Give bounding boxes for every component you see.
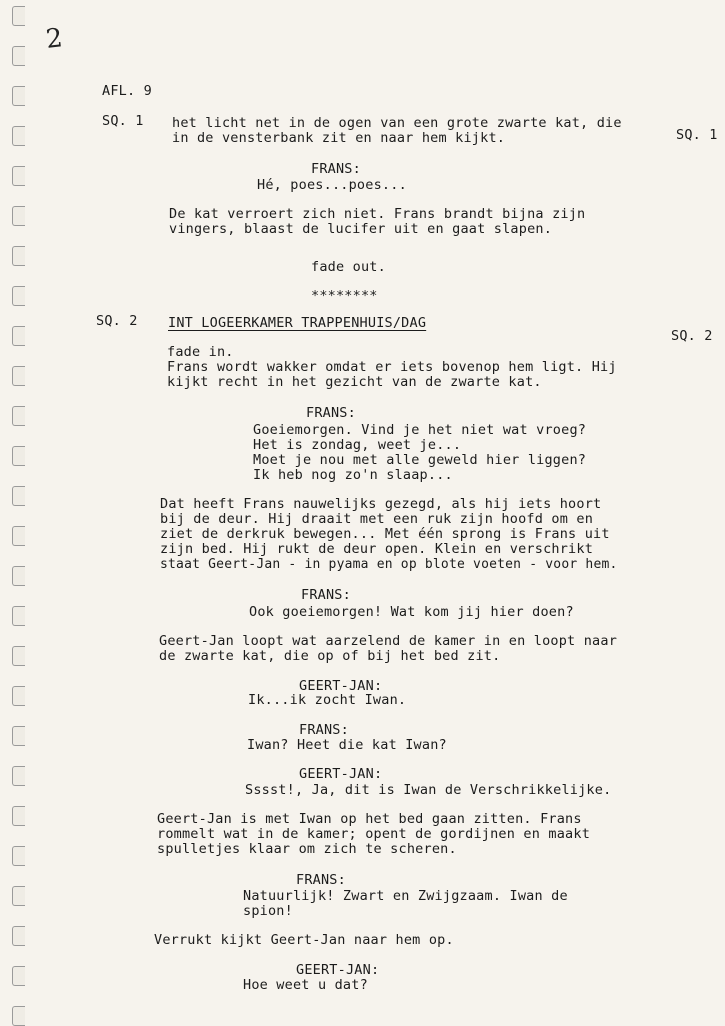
sq2-action2-line-5: staat Geert-Jan - in pyama en op blote voeten - voor hem.: [160, 557, 618, 572]
sq2-dialogue1-line-3: Moet je nou met alle geweld hier liggen?: [253, 452, 587, 468]
binding-hole: [12, 126, 25, 146]
binding-hole: [12, 766, 25, 786]
sq2-action2-line-4: zijn bed. Hij rukt de deur open. Klein en verschrikt: [160, 541, 594, 557]
sq2-action3-line-1: Geert-Jan loopt wat aarzelend de kamer in en loopt naar: [159, 633, 618, 649]
sq2-speaker-geert-jan-2: GEERT-JAN:: [299, 766, 383, 782]
sq2-dialogue1-line-1: Goeiemorgen. Vind je het niet wat vroeg?: [253, 422, 587, 438]
binding-hole: [12, 1006, 25, 1026]
binding-hole: [12, 806, 25, 826]
sq2-action1-line-2: kijkt recht in het gezicht van de zwarte kat.: [167, 374, 542, 390]
sq2-dialogue1-line-2: Het is zondag, weet je...: [253, 437, 462, 453]
sq2-dialogue-4: Iwan? Heet die kat Iwan?: [247, 737, 447, 753]
binding-hole: [12, 886, 25, 906]
binding-hole: [12, 566, 25, 586]
spiral-binding: [12, 0, 28, 1024]
sq1-left-label: SQ. 1: [102, 113, 144, 129]
binding-hole: [12, 446, 25, 466]
binding-hole: [12, 166, 25, 186]
sq2-dialogue-7: Hoe weet u dat?: [243, 977, 368, 993]
sq2-speaker-frans-2: FRANS:: [301, 587, 351, 603]
binding-hole: [12, 326, 25, 346]
sq2-dialogue6-line-1: Natuurlijk! Zwart en Zwijgzaam. Iwan de: [243, 888, 568, 904]
sq1-action2-line-2: vingers, blaast de lucifer uit en gaat slapen.: [169, 221, 553, 237]
sq2-dialogue-3: Ik...ik zocht Iwan.: [248, 692, 407, 708]
sq2-dialogue6-line-2: spion!: [243, 903, 293, 919]
sq2-action2-line-1: Dat heeft Frans nauwelijks gezegd, als hij iets hoort: [160, 496, 602, 512]
sq2-speaker-frans-1: FRANS:: [306, 405, 356, 421]
scene-divider: ********: [311, 288, 378, 304]
binding-hole: [12, 966, 25, 986]
binding-hole: [12, 86, 25, 106]
binding-hole: [12, 406, 25, 426]
sq2-fade-in: fade in.: [167, 344, 234, 360]
sq2-action3-line-2: de zwarte kat, die op of bij het bed zit.: [159, 648, 501, 664]
binding-hole: [12, 366, 25, 386]
sq2-speaker-frans-4: FRANS:: [296, 872, 346, 888]
binding-hole: [12, 926, 25, 946]
sq2-action4-line-3: spulletjes klaar om zich te scheren.: [157, 841, 457, 857]
sq1-action2-line-1: De kat verroert zich niet. Frans brandt bijna zijn: [169, 206, 586, 222]
sq2-speaker-geert-jan-3: GEERT-JAN:: [296, 962, 380, 978]
sq1-right-label: SQ. 1: [676, 127, 718, 143]
sq2-scene-heading: INT LOGEERKAMER TRAPPENHUIS/DAG: [168, 315, 427, 331]
sq2-action4-line-2: rommelt wat in de kamer; opent de gordijnen en maakt: [157, 826, 591, 842]
sq2-action2-line-2: bij de deur. Hij draait met een ruk zijn hoofd om en: [160, 511, 594, 527]
episode-label: AFL. 9: [102, 83, 152, 99]
sq2-speaker-frans-3: FRANS:: [299, 722, 349, 738]
handwritten-page-number: 2: [44, 23, 65, 55]
sq2-left-label: SQ. 2: [96, 313, 138, 329]
binding-hole: [12, 726, 25, 746]
binding-hole: [12, 46, 25, 66]
binding-hole: [12, 486, 25, 506]
sq2-action1-line-1: Frans wordt wakker omdat er iets bovenop hem ligt. Hij: [167, 359, 617, 375]
binding-hole: [12, 286, 25, 306]
sq2-dialogue-5: Sssst!, Ja, dit is Iwan de Verschrikkelijke.: [245, 782, 612, 798]
binding-hole: [12, 6, 25, 26]
binding-hole: [12, 846, 25, 866]
binding-hole: [12, 686, 25, 706]
binding-hole: [12, 246, 25, 266]
sq2-action2-line-3: ziet de derkruk bewegen... Met één sprong is Frans uit: [160, 526, 610, 542]
sq2-speaker-geert-jan-1: GEERT-JAN:: [299, 678, 383, 694]
sq1-action-line-1: het licht net in de ogen van een grote zwarte kat, die: [172, 115, 622, 131]
sq2-dialogue1-line-4: Ik heb nog zo'n slaap...: [253, 467, 453, 483]
binding-hole: [12, 606, 25, 626]
binding-hole: [12, 206, 25, 226]
sq2-action4-line-1: Geert-Jan is met Iwan op het bed gaan zitten. Frans: [157, 811, 582, 827]
binding-hole: [12, 526, 25, 546]
sq2-dialogue-2: Ook goeiemorgen! Wat kom jij hier doen?: [249, 604, 574, 620]
binding-hole: [12, 646, 25, 666]
sq1-speaker-frans: FRANS:: [311, 161, 361, 177]
sq1-action-line-2: in de vensterbank zit en naar hem kijkt.: [172, 130, 506, 146]
sq1-fade-out: fade out.: [311, 259, 386, 275]
sq1-dialogue-1: Hé, poes...poes...: [257, 177, 407, 193]
sq2-action-5: Verrukt kijkt Geert-Jan naar hem op.: [154, 932, 454, 948]
sq2-right-label: SQ. 2: [671, 328, 713, 344]
